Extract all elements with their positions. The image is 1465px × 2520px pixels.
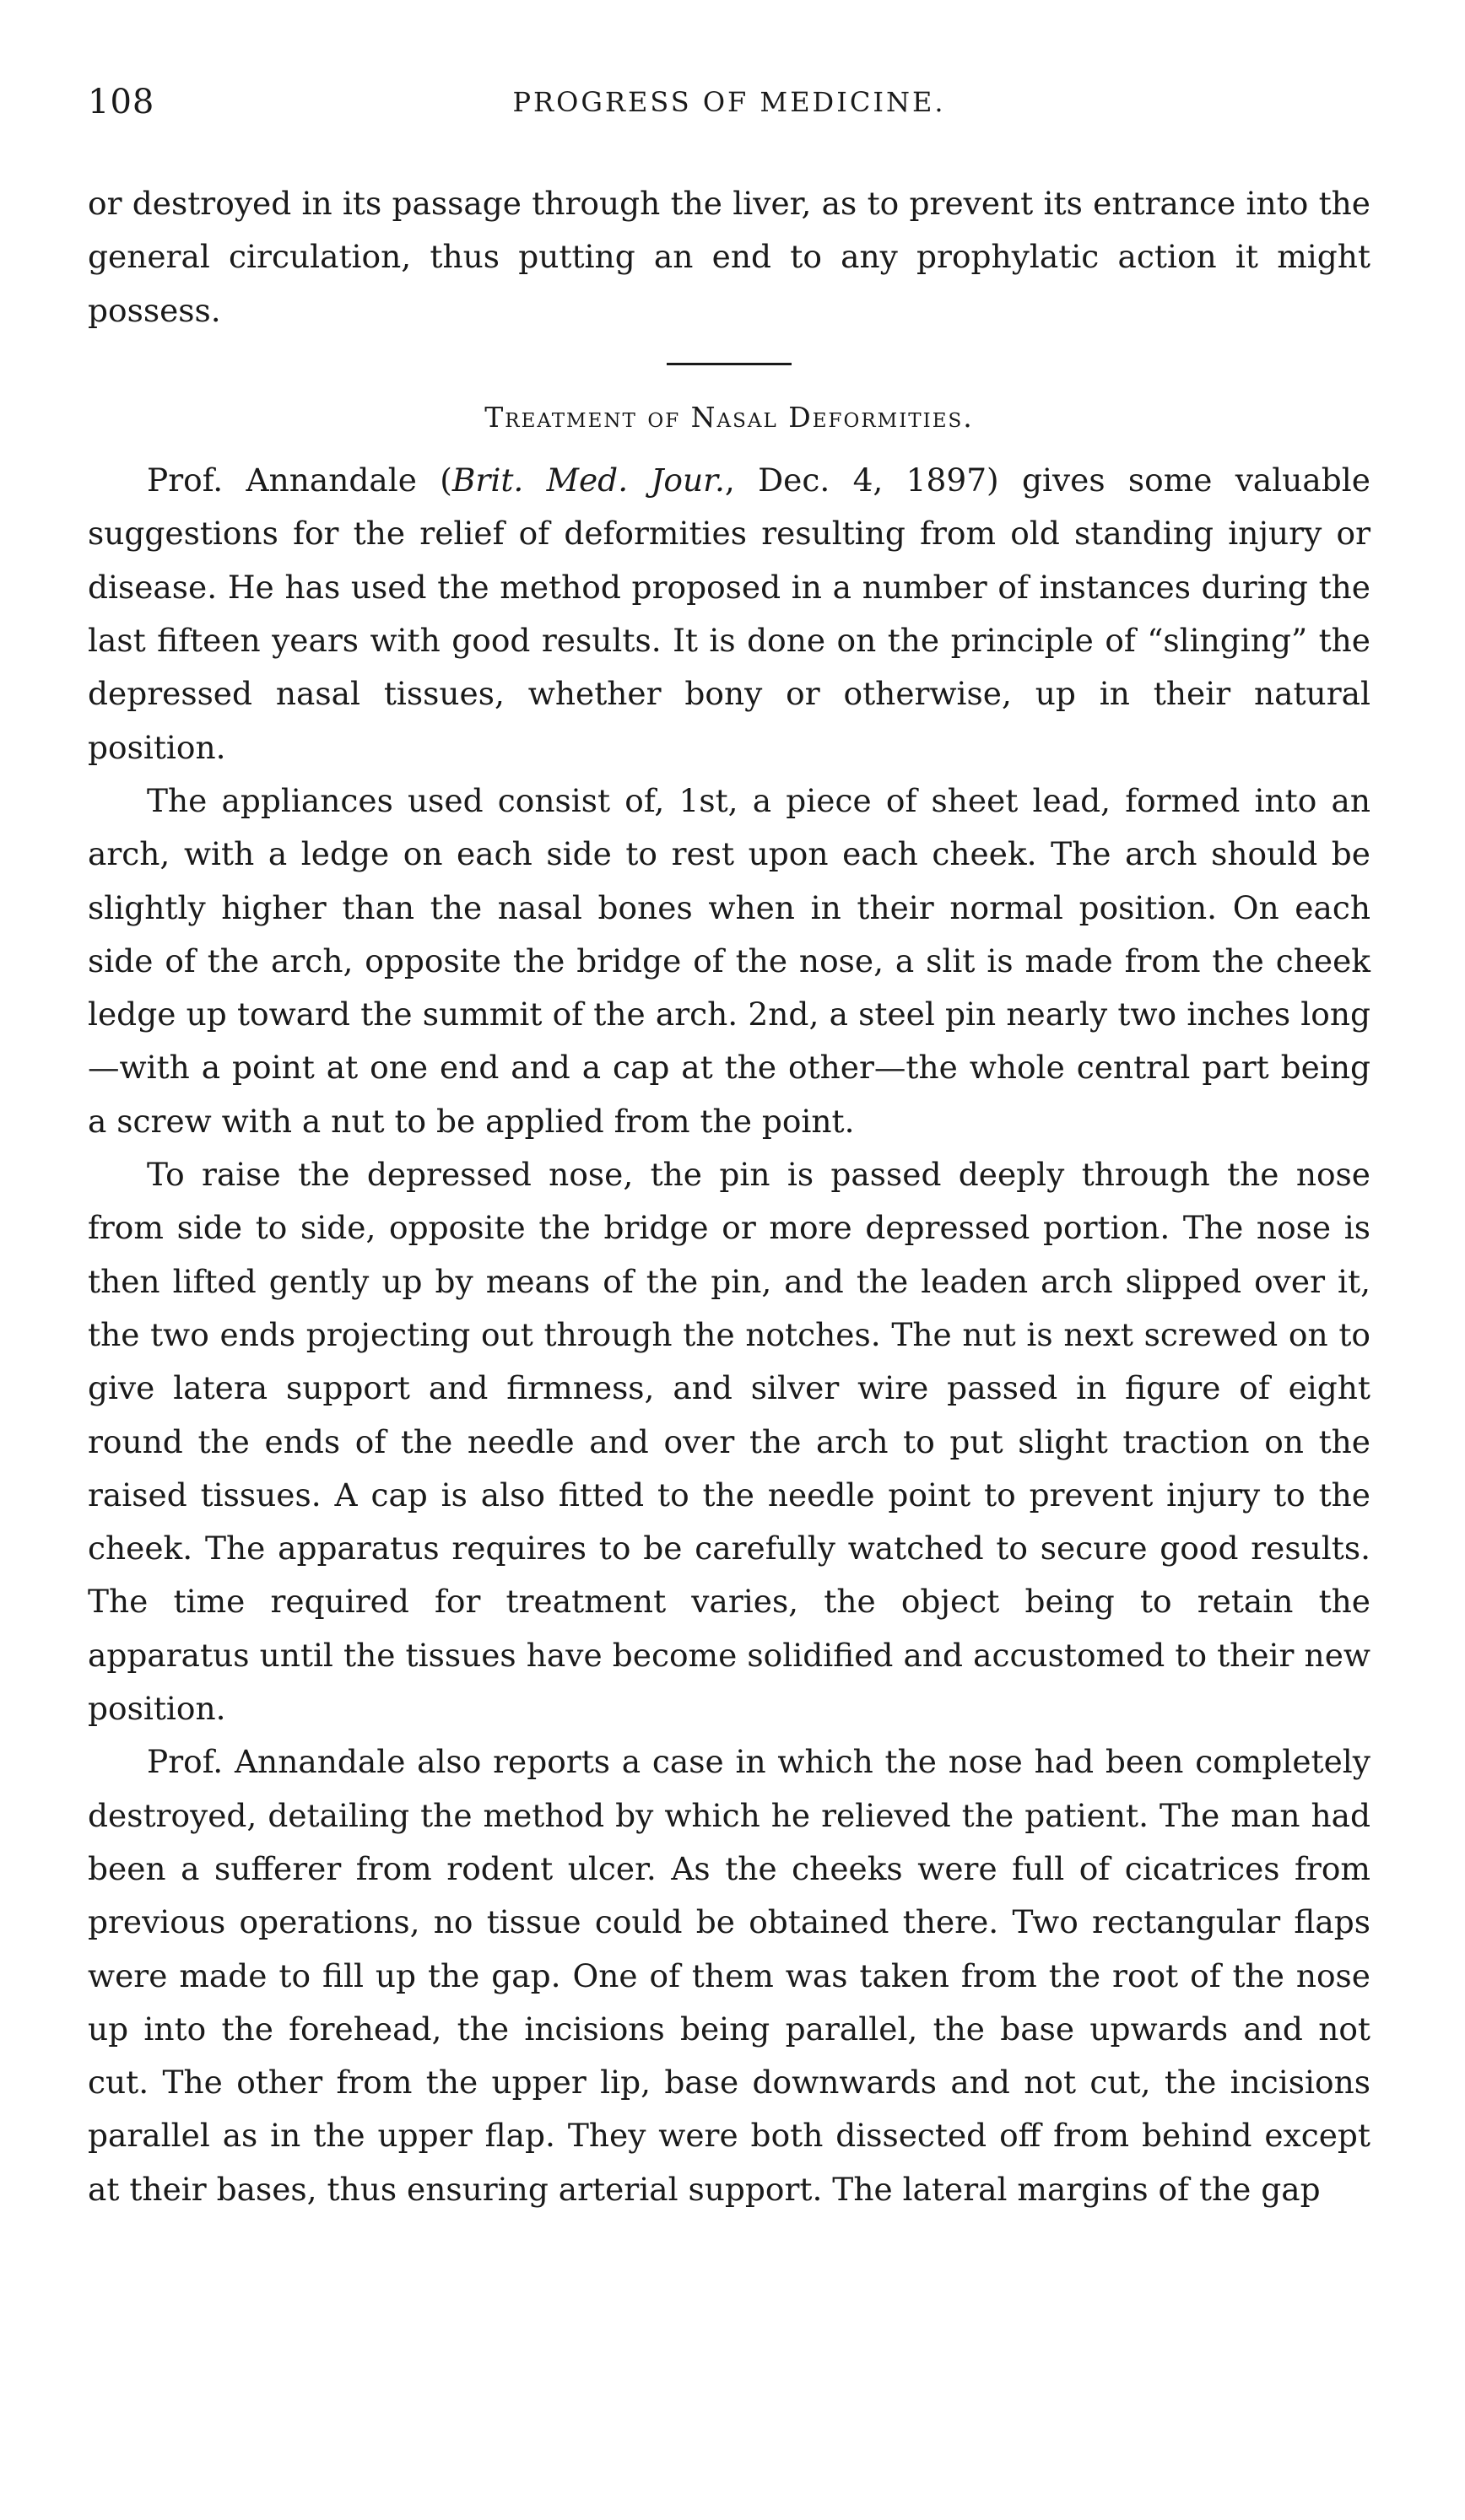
book-page [88,76,1370,2216]
body-text [88,177,1370,2216]
section-heading: Treatment of Nasal Deformities. [484,400,974,434]
paragraph-4: Prof. Annandale also reports a case in which the nose had been completely destroyed, detailing the method by which he relieved the patient. The man had been a sufferer from rodent ulcer. As the cheeks were full of cicatrices from previous operations, no tissue could be obtained there. Two rectangular flaps were made to fill up the gap. One of them was taken from the root of the nose up into the forehead, the incisions being parallel, the base upwards and not cut. The other from the upper lip, base downwards and not cut, the incisions parallel as in the upper flap. They were both dissected off from behind except at their bases, thus ensuring arterial support. The lateral margins of the gap [88,1743,1370,2208]
continuation-paragraph: or destroyed in its passage through the liver, as to prevent its entrance into the general circulation, thus putting an end to any prophylatic action it might possess. [88,185,1370,329]
section-divider [667,363,792,365]
paragraph-3: To raise the depressed nose, the pin is passed deeply through the nose from side to side, opposite the bridge or more depressed portion. The nose is then lifted gently up by means of the pin, and the leaden arch slipped over it, the two ends projecting out through the notches. The nut is next screwed on to give latera support and firmness, and silver wire passed in figure of eight round the ends of the needle and over the arch to put slight traction on the raised tissues. A cap is also fitted to the needle point to prevent injury to the cheek. The apparatus requires to be carefully watched to secure good results. The time required for treatment varies, the object being to retain the apparatus until the tissues have become solidified and accustomed to their new position. [88,1156,1370,1728]
paragraph-1 [88,454,1370,774]
paragraph-1-start: Prof. Annandale ( [147,461,452,499]
journal-citation: Brit. Med. Jour. [451,461,725,499]
paragraph-1-rest: , Dec. 4, 1897) gives some valuable suggestions for the relief of deformities resulting from old standing injury or disease. He has used the method proposed in a number of instances during the last fifteen years with good results. It is done on the principle of “slinging” the depressed nasal tissues, whether bony or otherwise, up in their natural position. [88,461,1370,766]
paragraph-2: The appliances used consist of, 1st, a piece of sheet lead, formed into an arch, with a ledge on each side to rest upon each cheek. The arch should be slightly higher than the nasal bones when in their normal position. On each side of the arch, opposite the bridge of the nose, a slit is made from the cheek ledge up toward the summit of the arch. 2nd, a steel pin nearly two inches long—with a point at one end and a cap at the other—the whole central part being a screw with a nut to be applied from the point. [88,781,1370,1140]
running-title: PROGRESS OF MEDICINE. [512,86,946,118]
running-head [88,76,1370,135]
page-number: 108 [88,83,155,121]
